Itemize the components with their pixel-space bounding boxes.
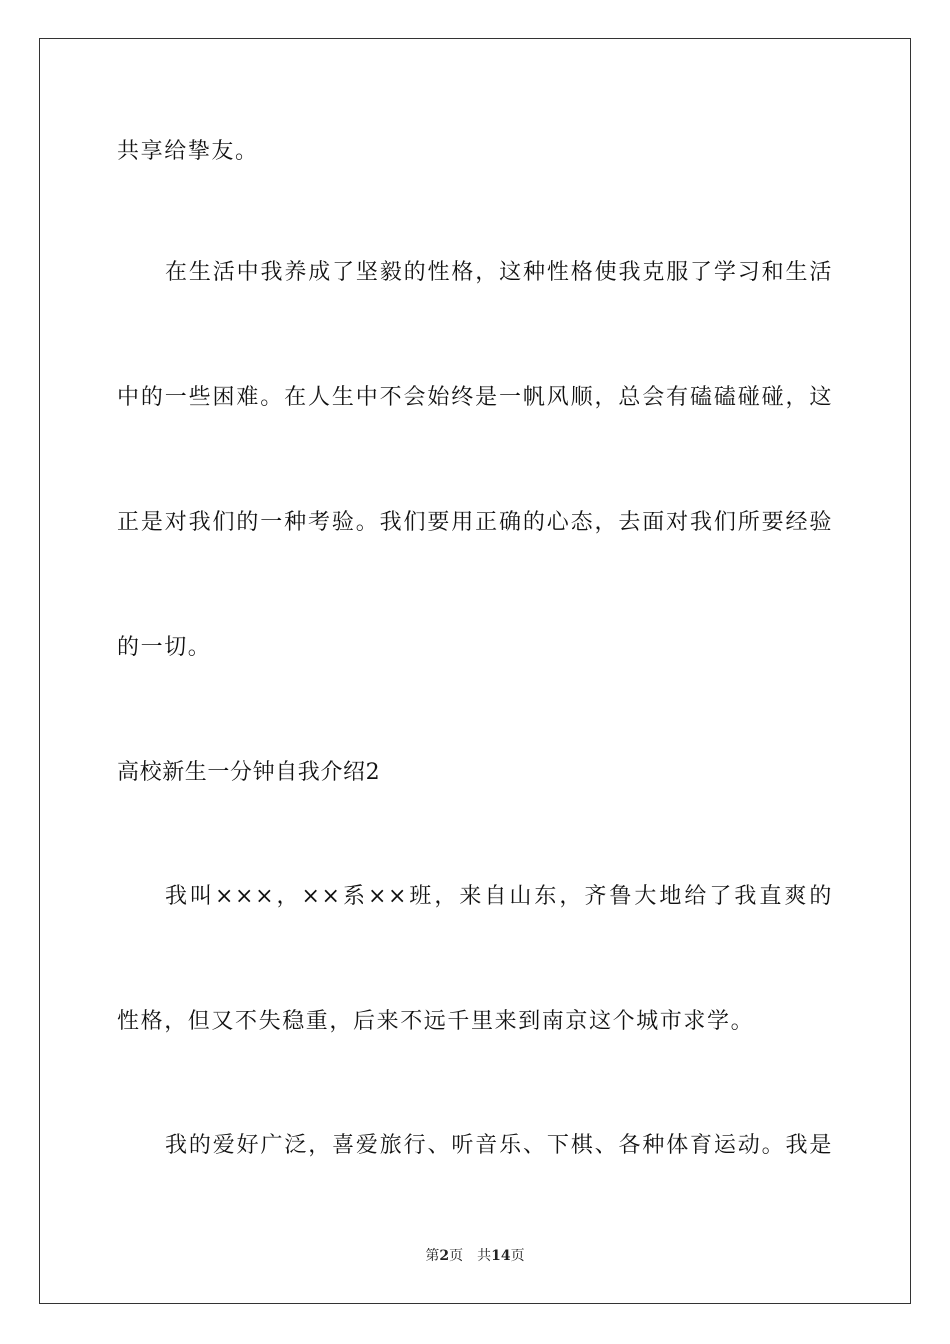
page-suffix: 页	[449, 1248, 464, 1264]
text-line: 共享给挚友。	[117, 139, 259, 164]
text-line: 正是对我们的一种考验。我们要用正确的心态，去面对我们所要经验	[117, 510, 833, 535]
text-line: 性格，但又不失稳重，后来不远千里来到南京这个城市求学。	[117, 1009, 755, 1034]
page-prefix: 第	[425, 1248, 440, 1264]
page-border	[39, 38, 911, 1304]
page-footer	[0, 1247, 950, 1265]
total-pages: 14	[491, 1248, 511, 1264]
total-suffix: 页	[510, 1248, 525, 1264]
total-prefix: 共	[477, 1248, 492, 1264]
text-line: 中的一些困难。在人生中不会始终是一帆风顺，总会有磕磕碰碰，这	[117, 385, 833, 410]
section-heading: 高校新生一分钟自我介绍2	[117, 760, 381, 785]
paragraph-first-line: 在生活中我养成了坚毅的性格，这种性格使我克服了学习和生活	[165, 260, 833, 285]
page-number: 2	[439, 1248, 450, 1264]
paragraph-first-line: 我的爱好广泛，喜爱旅行、听音乐、下棋、各种体育运动。我是	[165, 1133, 833, 1158]
paragraph-first-line: 我叫×××，××系××班，来自山东，齐鲁大地给了我直爽的	[165, 884, 833, 909]
text-line: 的一切。	[117, 635, 212, 660]
